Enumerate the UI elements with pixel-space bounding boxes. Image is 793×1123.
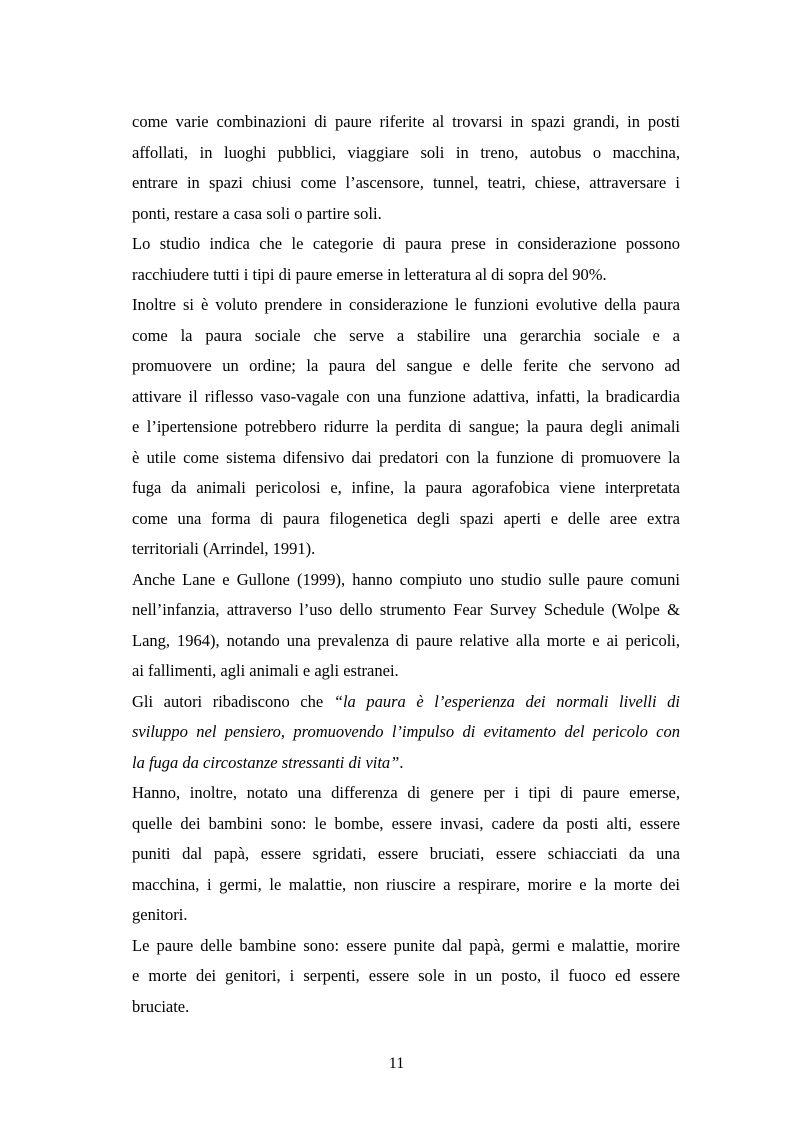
text-line: Lo studio indica che le categorie di paura prese in considerazione possono xyxy=(132,234,680,253)
paragraph-agoraphobia-fears xyxy=(132,107,680,229)
text-line: come la paura sociale che serve a stabilire una gerarchia sociale e a xyxy=(132,325,680,345)
quote-text: “la paura è l’esperienza dei normali livelli di xyxy=(333,691,681,711)
text-line: quelle dei bambini sono: le bombe, essere invasi, cadere da posti alti, essere xyxy=(132,813,680,833)
text-line xyxy=(132,687,680,718)
text-line: è utile come sistema difensivo dai predatori con la funzione di promuovere la xyxy=(132,447,680,467)
paragraph-girls-fears xyxy=(132,931,680,1023)
text-line: nell’infanzia, attraverso l’uso dello strumento Fear Survey Schedule (Wolpe & xyxy=(132,600,680,619)
quote-intro: Gli autori ribadiscono che xyxy=(132,691,334,711)
text-line: Le paure delle bambine sono: essere punite dal papà, germi e malattie, morire xyxy=(132,935,680,955)
paragraph-study-categories xyxy=(132,229,680,290)
paragraph-lane-gullone-study xyxy=(132,565,680,687)
paragraph-evolutionary-functions xyxy=(132,290,680,565)
text-line: territoriali (Arrindel, 1991). xyxy=(132,539,316,558)
text-line: macchina, i germi, le malattie, non riuscire a respirare, morire e la morte dei xyxy=(132,874,680,894)
text-line: bruciate. xyxy=(132,996,190,1016)
quote-text: la fuga da circostanze stressanti di vita” xyxy=(132,752,400,772)
text-line: e l’ipertensione potrebbero ridurre la perdita di sangue; la paura degli animali xyxy=(132,417,680,436)
text-line: entrare in spazi chiusi come l’ascensore, tunnel, teatri, chiese, attraversare i xyxy=(132,173,680,192)
paragraph-boys-fears xyxy=(132,778,680,931)
text-line: attivare il riflesso vaso-vagale con una funzione adattiva, infatti, la bradicardia xyxy=(132,386,680,406)
document-body xyxy=(132,107,680,1022)
text-line: promuovere un ordine; la paura del sangue e delle ferite che servono ad xyxy=(132,356,680,375)
text-line: Hanno, inoltre, notato una differenza di genere per i tipi di paure emerse, xyxy=(132,783,680,802)
text-line: come una forma di paura filogenetica degli spazi aperti e delle aree extra xyxy=(132,508,680,528)
text-line: affollati, in luoghi pubblici, viaggiare soli in treno, autobus o macchina, xyxy=(132,142,680,162)
text-line: ai fallimenti, agli animali e agli estranei. xyxy=(132,661,399,680)
text-line: e morte dei genitori, i serpenti, essere sole in un posto, il fuoco ed essere xyxy=(132,966,680,985)
quote-text: sviluppo nel pensiero, promuovendo l’impulso di evitamento del pericolo con xyxy=(132,722,680,741)
text-line: Anche Lane e Gullone (1999), hanno compiuto uno studio sulle paure comuni xyxy=(132,569,680,589)
text-line: genitori. xyxy=(132,905,188,924)
text-line: Inoltre si è voluto prendere in considerazione le funzioni evolutive della paura xyxy=(132,295,680,314)
quote-end-punctuation: . xyxy=(399,752,404,772)
paragraph-authors-quote xyxy=(132,687,680,779)
text-line: come varie combinazioni di paure riferite al trovarsi in spazi grandi, in posti xyxy=(132,112,680,131)
text-line: puniti dal papà, essere sgridati, essere bruciati, essere schiacciati da una xyxy=(132,844,680,863)
text-line: ponti, restare a casa soli o partire soli. xyxy=(132,203,382,223)
text-line: fuga da animali pericolosi e, infine, la paura agorafobica viene interpretata xyxy=(132,478,680,497)
text-line: racchiudere tutti i tipi di paure emerse in letteratura al di sopra del 90%. xyxy=(132,264,607,284)
page-number: 11 xyxy=(388,1055,405,1072)
text-line xyxy=(132,748,680,779)
text-line: Lang, 1964), notando una prevalenza di paure relative alla morte e ai pericoli, xyxy=(132,630,680,650)
